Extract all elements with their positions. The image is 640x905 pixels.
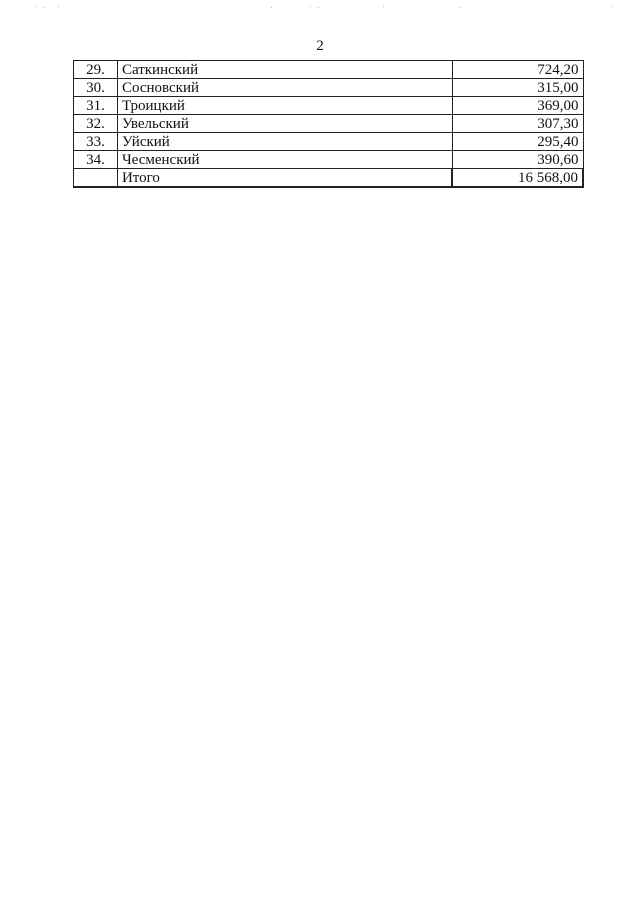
amount-value: 307,30	[452, 115, 583, 133]
row-number	[74, 169, 118, 188]
scan-speck	[460, 7, 461, 8]
table-row	[74, 115, 584, 133]
table-row	[74, 61, 584, 79]
row-number: 33.	[74, 133, 118, 151]
district-name: Увельский	[117, 115, 452, 133]
amount-value: 724,20	[452, 61, 583, 79]
scan-speck	[612, 6, 613, 7]
total-row	[74, 169, 584, 188]
row-number: 32.	[74, 115, 118, 133]
scan-speck	[310, 6, 311, 7]
amount-value: 369,00	[452, 97, 583, 115]
row-number: 34.	[74, 151, 118, 169]
scan-artifacts	[0, 4, 640, 12]
district-name: Саткинский	[117, 61, 452, 79]
district-name: Уйский	[117, 133, 452, 151]
district-name: Троицкий	[117, 97, 452, 115]
table-row	[74, 151, 584, 169]
table-row	[74, 133, 584, 151]
scan-speck	[58, 6, 59, 7]
row-number: 31.	[74, 97, 118, 115]
total-value: 16 568,00	[452, 169, 583, 188]
scan-speck	[383, 6, 384, 7]
district-name: Сосновский	[117, 79, 452, 97]
scan-speck	[318, 7, 319, 8]
district-name: Чесменский	[117, 151, 452, 169]
amount-value: 390,60	[452, 151, 583, 169]
amount-value: 295,40	[452, 133, 583, 151]
row-number: 29.	[74, 61, 118, 79]
districts-table	[73, 60, 584, 188]
page-number: 2	[316, 38, 324, 54]
scan-speck	[44, 7, 45, 8]
row-number: 30.	[74, 79, 118, 97]
total-label: Итого	[117, 169, 452, 188]
scan-speck	[271, 7, 272, 8]
table-row	[74, 97, 584, 115]
amount-value: 315,00	[452, 79, 583, 97]
scan-speck	[36, 6, 37, 7]
table-row	[74, 79, 584, 97]
